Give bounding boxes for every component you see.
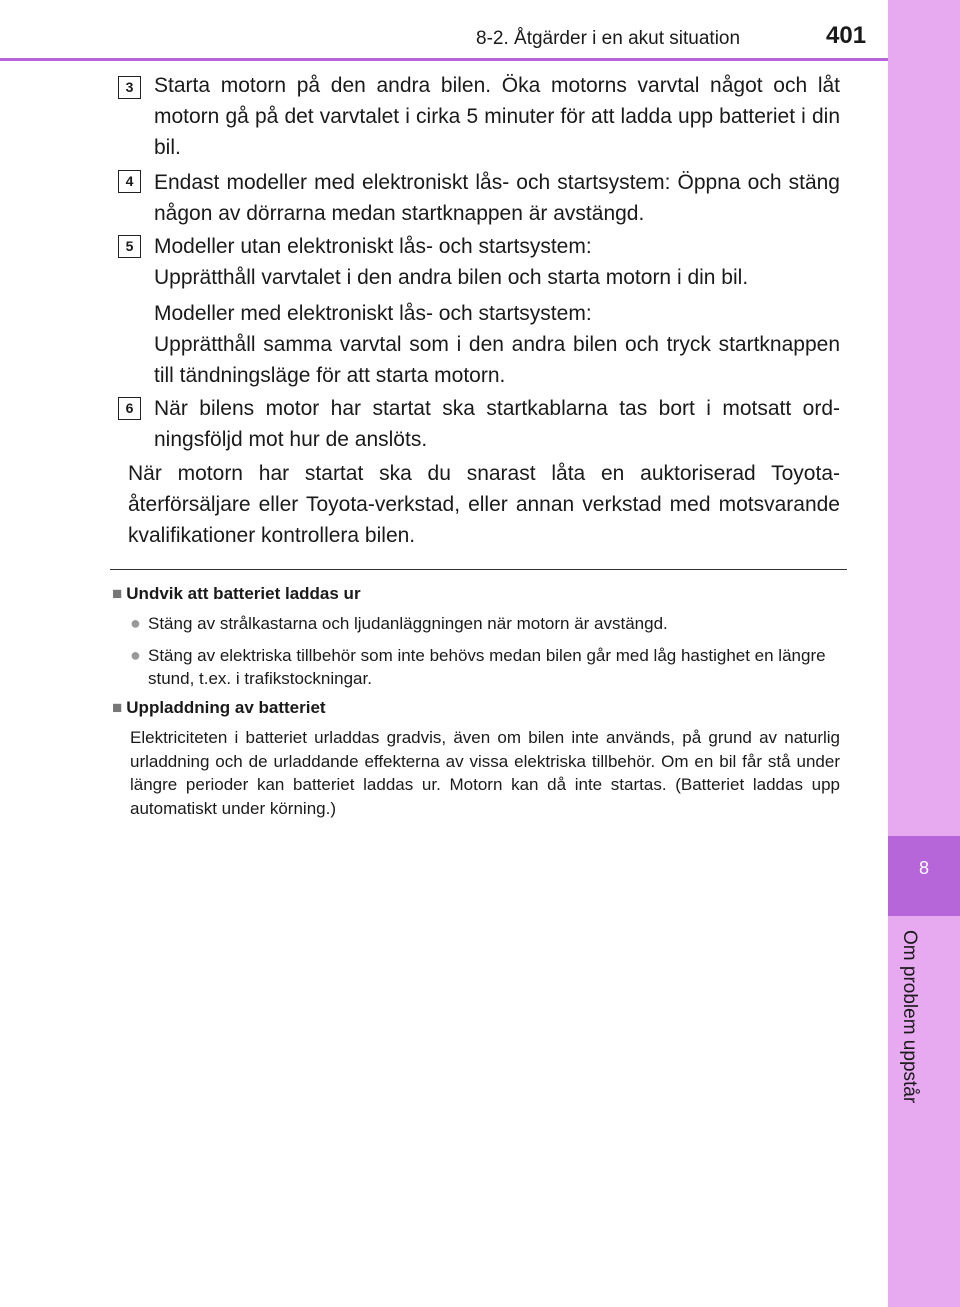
note-heading-text: Uppladdning av batteriet xyxy=(126,698,326,717)
page-number: 401 xyxy=(826,22,867,49)
square-bullet-icon: ■ xyxy=(112,584,123,603)
step-number-3: 3 xyxy=(118,76,141,99)
step-6-text: När bilens motor har startat ska startkablarna tas bort i motsatt ordningsföljd mot hur de anslöts. xyxy=(154,397,840,451)
step-number-4: 4 xyxy=(118,170,141,193)
chapter-number: 8 xyxy=(918,858,929,878)
closing-paragraph: När motorn har startat ska du snarast låta en auktoriserad Toyota-återförsäljare eller Toyota-verkstad, eller annan verkstad med motsvarande kvalifikationer kontrollera bilen. xyxy=(128,462,840,547)
note-body-recharge: Elektriciteten i batteriet urladdas gradvis, även om bilen inte används, på grund av naturlig urladdning och de urladdande effekterna av vissa elektriska tillbehör. Om en bil får stå under längre perioder kan batteriet laddas ur. Motorn kan då inte startas. (Batteriet laddas upp automatiskt under körning.) xyxy=(130,728,840,818)
note-heading-discharge xyxy=(112,584,361,604)
step-3-text: Starta motorn på den andra bilen. Öka motorns varvtal något och låt motorn gå på det varvtalet i cirka 5 minuter för att ladda upp batteriet i din bil. xyxy=(154,74,840,159)
circle-bullet-icon: ● xyxy=(130,613,141,633)
note-heading-recharge xyxy=(112,698,326,718)
list-item xyxy=(130,612,846,635)
list-item-text: Stäng av elektriska tillbehör som inte behövs medan bilen går med låg hastighet en längre stund, t.ex. i trafikstockningar. xyxy=(148,646,826,688)
step-5-text-b: Modeller med elektroniskt lås- och startsystem: Upprätthåll samma varvtal som i den andra bilen och tryck startknappen till tändningsläge för att starta motorn. xyxy=(154,302,840,387)
note-heading-text: Undvik att batteriet laddas ur xyxy=(126,584,361,603)
circle-bullet-icon: ● xyxy=(130,645,141,665)
step-number-6: 6 xyxy=(118,397,141,420)
list-item-text: Stäng av strålkastarna och ljudanläggningen när motorn är avstängd. xyxy=(148,614,668,633)
step-5-text-a: Modeller utan elektroniskt lås- och startsystem: Upprätthåll varvtalet i den andra bilen och starta motorn i din bil. xyxy=(154,235,749,289)
section-divider xyxy=(110,569,847,570)
section-title: 8-2. Åtgärder i en akut situation xyxy=(476,28,741,49)
chapter-label: Om problem uppstår xyxy=(899,930,920,1104)
header-rule xyxy=(0,58,888,61)
square-bullet-icon: ■ xyxy=(112,698,123,717)
step-number-5: 5 xyxy=(118,235,141,258)
list-item xyxy=(130,644,846,690)
step-4-text: Endast modeller med elektroniskt lås- och startsystem: Öppna och stäng någon av dörrarna medan startknappen är avstängd. xyxy=(154,171,840,225)
